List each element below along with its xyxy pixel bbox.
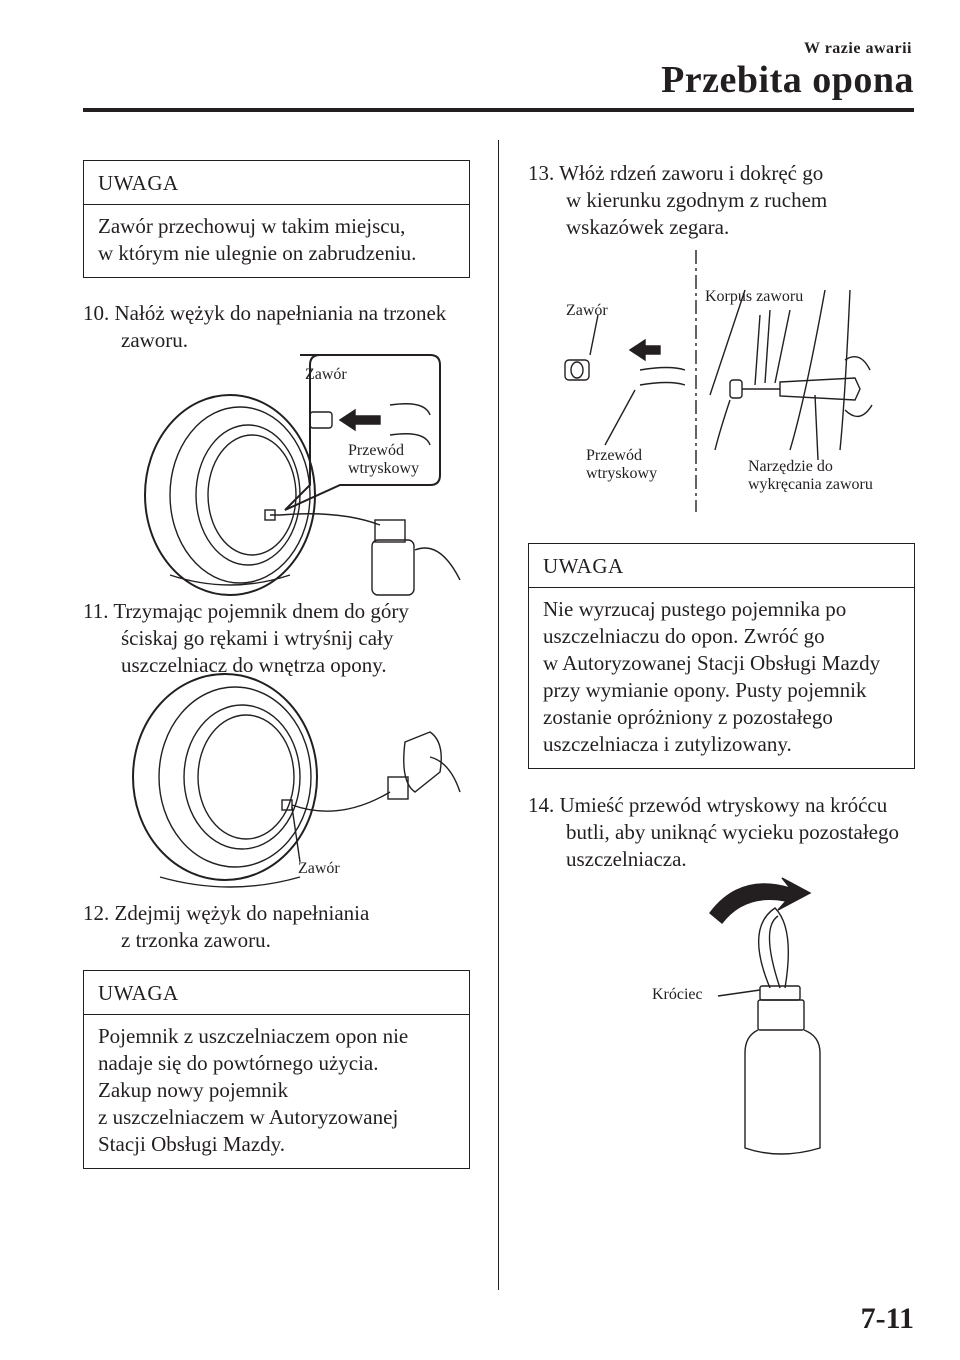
header-rule [83,108,914,112]
label-valve: Zawór [305,366,347,383]
step-line: ściskaj go rękami i wtryśnij cały [121,626,394,650]
note-box-3 [528,543,915,769]
step-line: butli, aby uniknąć wycieku pozostałego [566,820,899,844]
label-hose-2: wtryskowy [586,465,658,482]
note-line: w którym nie ulegnie on zabrudzeniu. [98,241,417,265]
note-line: Stacji Obsługi Mazdy. [98,1132,286,1156]
page-title: Przebita opona [661,59,914,101]
label-hose-1: Przewód [348,442,404,459]
step-line: 11. Trzymając pojemnik dnem do góry [83,599,409,623]
step-line: 13. Włóż rdzeń zaworu i dokręć go [528,161,824,185]
note-box-2 [83,970,470,1169]
step-13 [528,160,827,241]
label-hose-2: wtryskowy [348,460,420,477]
step-line: z trzonka zaworu. [121,928,271,952]
step-line: 10. Nałóż wężyk do napełniania na trzonek [83,301,447,325]
bottle-nozzle-illustration [700,868,840,1158]
note-body [84,205,469,277]
note-title: UWAGA [84,161,469,205]
note-line: Nie wyrzucaj pustego pojemnika po [543,597,847,621]
label-nozzle: Króciec [652,986,703,1003]
note-line: Pojemnik z uszczelniaczem opon nie [98,1024,409,1048]
section-label: W razie awarii [803,40,912,57]
note-line: z uszczelniaczem w Autoryzowanej [98,1105,399,1129]
step-line: 14. Umieść przewód wtryskowy na króćcu [528,793,888,817]
step-line: wskazówek zegara. [566,215,730,239]
note-line: zostanie opróżniony z pozostałego [543,705,833,729]
note-title: UWAGA [84,971,469,1015]
note-body [529,588,914,768]
note-title: UWAGA [529,544,914,588]
note-line: przy wymianie opony. Pusty pojemnik [543,678,867,702]
note-line: uszczelniaczu do opon. Zwróć go [543,624,825,648]
label-valve: Zawór [298,860,340,877]
note-box-1 [83,160,470,278]
label-valve: Zawór [566,302,608,319]
step-11 [83,598,409,679]
tire-sealant-injection-illustration [130,672,460,892]
label-tool-1: Narzędzie do [748,458,833,475]
label-valve-body: Korpus zaworu [705,288,804,305]
step-line: w kierunku zgodnym z ruchem [566,188,828,212]
note-body [84,1015,469,1168]
note-line: nadaje się do powtórnego użycia. [98,1051,379,1075]
note-line: uszczelniacza i zutylizowany. [543,732,792,756]
note-line: Zakup nowy pojemnik [98,1078,289,1102]
page-number: 7-11 [860,1302,914,1335]
step-line: zaworu. [121,328,189,352]
step-14 [528,792,899,873]
step-line: 12. Zdejmij wężyk do napełniania [83,901,370,925]
column-divider [498,140,499,1290]
step-12 [83,900,369,954]
note-line: Zawór przechowuj w takim miejscu, [98,214,406,238]
step-line: uszczelniacza. [566,847,687,871]
step-10 [83,300,446,354]
note-line: w Autoryzowanej Stacji Obsługi Mazdy [543,651,881,675]
step-line: uszczelniacz do wnętrza opony. [121,653,387,677]
label-hose-1: Przewód [586,447,642,464]
label-tool-2: wykręcania zaworu [748,476,873,493]
